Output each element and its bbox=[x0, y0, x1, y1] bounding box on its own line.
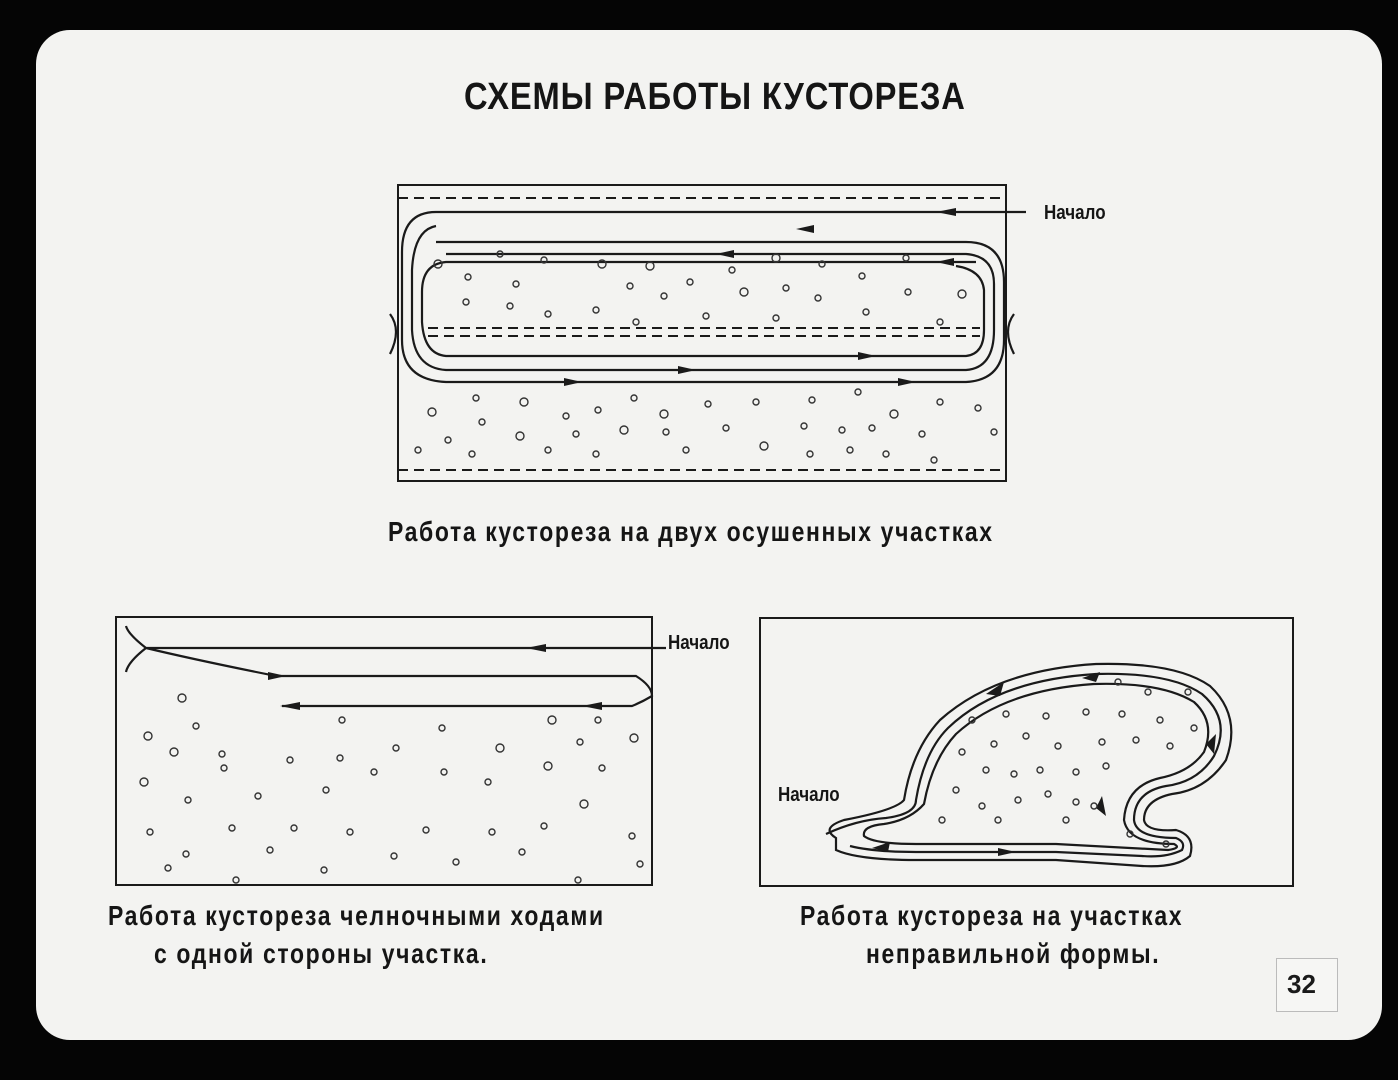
right-caption-line2: неправильной формы. bbox=[866, 938, 1161, 969]
top-arrow-8 bbox=[898, 378, 916, 386]
right-caption-line1: Работа кустореза на участках bbox=[800, 900, 1184, 931]
left-arrow-2 bbox=[268, 672, 286, 680]
left-arrow-3 bbox=[280, 702, 300, 710]
top-end-left bbox=[390, 314, 396, 354]
diagram-top bbox=[390, 185, 1026, 481]
top-field-border bbox=[398, 185, 1006, 481]
top-arrow-5 bbox=[678, 366, 696, 374]
top-arrow-7 bbox=[564, 378, 582, 386]
left-caption-line1: Работа кустореза челночными ходами bbox=[108, 900, 605, 931]
right-inner-boundary bbox=[864, 684, 1208, 850]
right-start-label: Начало bbox=[778, 784, 840, 806]
slide bbox=[36, 30, 1382, 1040]
diagram-left bbox=[116, 617, 666, 885]
left-arrow-1 bbox=[526, 644, 546, 652]
left-shuttle-path bbox=[126, 626, 666, 706]
slide-title: СХЕМЫ РАБОТЫ КУСТОРЕЗА bbox=[464, 76, 966, 118]
right-arrow-5 bbox=[998, 848, 1016, 856]
top-start-label: Начало bbox=[1044, 202, 1106, 224]
left-field-border bbox=[116, 617, 652, 885]
top-arrow-4 bbox=[936, 258, 954, 266]
top-caption: Работа кустореза на двух осушенных участках bbox=[388, 516, 994, 547]
left-start-label: Начало bbox=[668, 632, 730, 654]
page-number-box bbox=[1276, 958, 1338, 1012]
top-arrow-6 bbox=[858, 352, 876, 360]
top-arrow-3 bbox=[716, 250, 734, 258]
right-shrub-dots bbox=[939, 679, 1197, 847]
top-arrow-1 bbox=[796, 225, 814, 233]
top-arrow-2 bbox=[936, 208, 956, 216]
top-loop-inner bbox=[422, 262, 984, 356]
left-shrub-dots bbox=[140, 694, 643, 883]
diagram-right bbox=[760, 618, 1293, 886]
top-end-right bbox=[1008, 314, 1014, 354]
top-loop-mid bbox=[412, 226, 994, 370]
page-number: 32 bbox=[1287, 969, 1316, 999]
left-caption-line2: с одной стороны участка. bbox=[154, 938, 489, 969]
left-arrow-4 bbox=[582, 702, 602, 710]
